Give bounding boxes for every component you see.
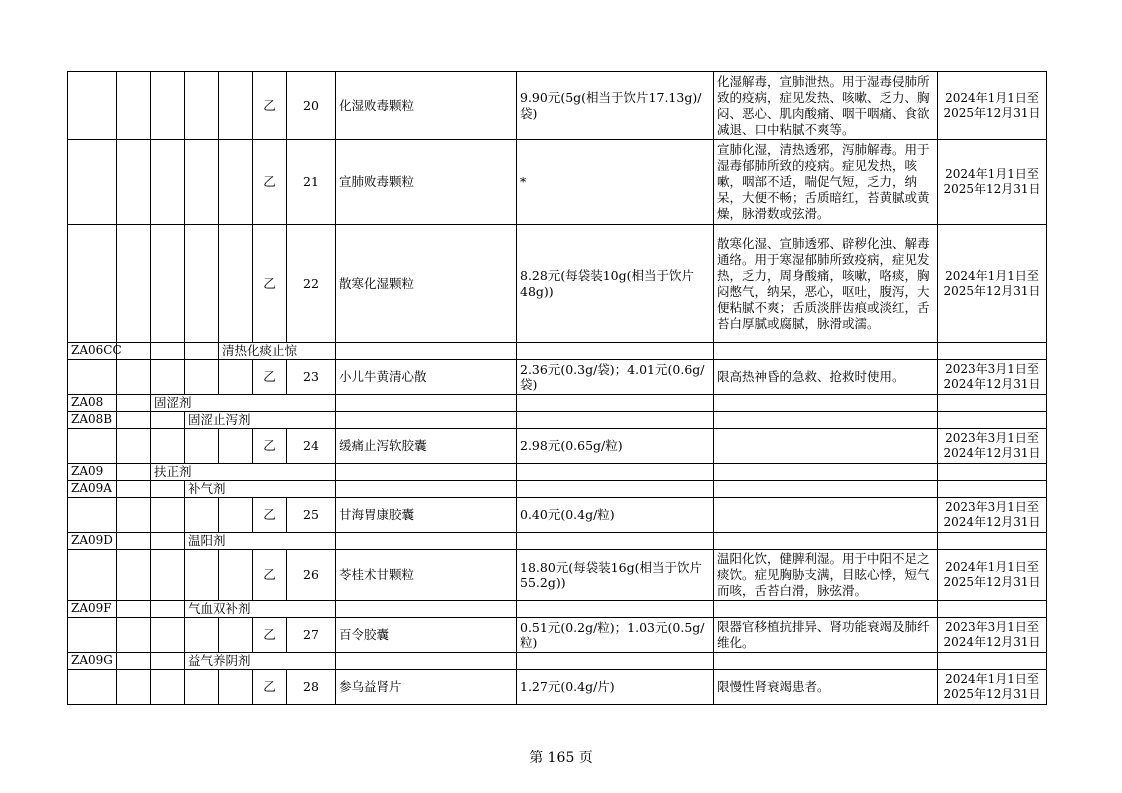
drug-name-cell: 宣肺败毒颗粒 (336, 140, 517, 225)
level3-spacer (151, 412, 185, 429)
remark-cell (714, 343, 938, 360)
insurance-category-cell: 乙 (253, 140, 287, 225)
drug-name-cell (336, 481, 517, 498)
price-cell: 8.28元(每袋装10g(相当于饮片48g)) (517, 225, 714, 343)
code-cell (68, 225, 117, 343)
drug-name-cell: 苓桂术甘颗粒 (336, 550, 517, 601)
level5-cell (219, 72, 253, 140)
level2-cell (117, 225, 151, 343)
remark-cell (714, 429, 938, 464)
insurance-category-cell: 乙 (253, 360, 287, 395)
level4-cell (185, 360, 219, 395)
category-row (68, 412, 1047, 429)
drug-number-cell: 26 (287, 550, 336, 601)
insurance-category-cell: 乙 (253, 72, 287, 140)
category-row (68, 481, 1047, 498)
drug-row (68, 498, 1047, 533)
validity-period-cell (938, 601, 1047, 618)
category-code-cell: ZA09G (68, 653, 117, 670)
category-label: 固涩止泻剂 (185, 412, 336, 429)
drug-row (68, 72, 1047, 140)
code-cell (68, 498, 117, 533)
level4-cell (185, 550, 219, 601)
remark-cell (714, 653, 938, 670)
remark-cell (714, 412, 938, 429)
level4-cell (185, 72, 219, 140)
level3-cell (151, 72, 185, 140)
code-cell (68, 618, 117, 653)
level4-cell (185, 140, 219, 225)
category-code-cell: ZA09 (68, 464, 117, 481)
drug-number-cell: 27 (287, 618, 336, 653)
level3-cell (151, 225, 185, 343)
remark-cell (714, 498, 938, 533)
drug-name-cell (336, 395, 517, 412)
remark-cell (714, 601, 938, 618)
category-label: 温阳剂 (185, 533, 336, 550)
remark-cell (714, 481, 938, 498)
remark-cell: 宣肺化湿，清热透邪，泻肺解毒。用于湿毒郁肺所致的疫病。症见发热，咳嗽，咽部不适，喘促气短，乏力，纳呆，大便不畅；舌质暗红，苔黄腻或黄燥，脉滑数或弦滑。 (714, 140, 938, 225)
level2-spacer (117, 412, 151, 429)
code-cell (68, 550, 117, 601)
category-code-cell: ZA09F (68, 601, 117, 618)
price-cell: 0.40元(0.4g/粒) (517, 498, 714, 533)
remark-cell (714, 464, 938, 481)
validity-period-cell: 2023年3月1日至2024年12月31日 (938, 429, 1047, 464)
level2-spacer (117, 481, 151, 498)
validity-period-cell: 2023年3月1日至2024年12月31日 (938, 618, 1047, 653)
remark-cell (714, 395, 938, 412)
level2-spacer (117, 395, 151, 412)
price-cell (517, 533, 714, 550)
price-cell (517, 464, 714, 481)
price-cell: 2.98元(0.65g/粒) (517, 429, 714, 464)
insurance-category-cell: 乙 (253, 670, 287, 705)
price-cell: 0.51元(0.2g/粒)；1.03元(0.5g/粒) (517, 618, 714, 653)
drug-name-cell: 小儿牛黄清心散 (336, 360, 517, 395)
price-cell (517, 653, 714, 670)
price-cell (517, 343, 714, 360)
insurance-category-cell: 乙 (253, 429, 287, 464)
insurance-category-cell: 乙 (253, 550, 287, 601)
level4-cell (185, 618, 219, 653)
remark-cell: 限高热神昏的急救、抢救时使用。 (714, 360, 938, 395)
drug-number-cell: 28 (287, 670, 336, 705)
category-row (68, 601, 1047, 618)
category-row (68, 464, 1047, 481)
level2-cell (117, 670, 151, 705)
level5-cell (219, 670, 253, 705)
level2-spacer (117, 464, 151, 481)
level2-cell (117, 140, 151, 225)
level2-cell (117, 618, 151, 653)
insurance-category-cell: 乙 (253, 498, 287, 533)
category-label: 扶正剂 (151, 464, 336, 481)
category-code-cell: ZA09D (68, 533, 117, 550)
validity-period-cell: 2023年3月1日至2024年12月31日 (938, 498, 1047, 533)
insurance-category-cell: 乙 (253, 618, 287, 653)
insurance-category-cell: 乙 (253, 225, 287, 343)
category-label: 清热化痰止惊 (219, 343, 336, 360)
drug-row (68, 429, 1047, 464)
category-label: 益气养阴剂 (185, 653, 336, 670)
validity-period-cell (938, 412, 1047, 429)
remark-cell: 温阳化饮，健脾利湿。用于中阳不足之痰饮。症见胸胁支满，目眩心悸，短气而咳，舌苔白滑，脉弦滑。 (714, 550, 938, 601)
price-cell: * (517, 140, 714, 225)
remark-cell: 限慢性肾衰竭患者。 (714, 670, 938, 705)
level3-spacer (151, 601, 185, 618)
validity-period-cell: 2024年1月1日至2025年12月31日 (938, 72, 1047, 140)
drug-number-cell: 25 (287, 498, 336, 533)
category-label: 固涩剂 (151, 395, 336, 412)
remark-cell: 限器官移植抗排异、肾功能衰竭及肺纤维化。 (714, 618, 938, 653)
level2-cell (117, 72, 151, 140)
category-code-cell: ZA08 (68, 395, 117, 412)
drug-name-cell: 参乌益肾片 (336, 670, 517, 705)
category-label: 气血双补剂 (185, 601, 336, 618)
drug-name-cell: 百令胶囊 (336, 618, 517, 653)
level2-spacer (117, 533, 151, 550)
code-cell (68, 72, 117, 140)
price-cell (517, 395, 714, 412)
validity-period-cell: 2024年1月1日至2025年12月31日 (938, 140, 1047, 225)
code-cell (68, 670, 117, 705)
drug-name-cell: 化湿败毒颗粒 (336, 72, 517, 140)
drug-row (68, 140, 1047, 225)
level4-spacer (185, 343, 219, 360)
level2-spacer (117, 653, 151, 670)
level3-cell (151, 550, 185, 601)
drug-catalog-table (67, 71, 1047, 705)
level3-cell (151, 618, 185, 653)
category-row (68, 395, 1047, 412)
level3-cell (151, 670, 185, 705)
drug-name-cell (336, 653, 517, 670)
drug-name-cell (336, 412, 517, 429)
price-cell (517, 412, 714, 429)
validity-period-cell: 2024年1月1日至2025年12月31日 (938, 550, 1047, 601)
drug-number-cell: 21 (287, 140, 336, 225)
level4-cell (185, 498, 219, 533)
price-cell (517, 601, 714, 618)
price-cell (517, 481, 714, 498)
level4-cell (185, 429, 219, 464)
drug-row (68, 670, 1047, 705)
level5-cell (219, 225, 253, 343)
level5-cell (219, 360, 253, 395)
remark-cell: 散寒化湿、宣肺透邪、辟秽化浊、解毒通络。用于寒湿郁肺所致疫病，症见发热，乏力，周身酸痛，咳嗽，咯痰，胸闷憋气，纳呆，恶心，呕吐，腹泻，大便粘腻不爽；舌质淡胖齿痕或淡红，舌苔白厚腻或腐腻，脉滑或濡。 (714, 225, 938, 343)
level3-spacer (151, 343, 185, 360)
level2-spacer (117, 601, 151, 618)
level3-cell (151, 140, 185, 225)
drug-name-cell (336, 343, 517, 360)
drug-row (68, 225, 1047, 343)
drug-row (68, 618, 1047, 653)
validity-period-cell (938, 653, 1047, 670)
level3-spacer (151, 481, 185, 498)
drug-name-cell (336, 533, 517, 550)
level5-cell (219, 429, 253, 464)
level5-cell (219, 140, 253, 225)
drug-number-cell: 22 (287, 225, 336, 343)
category-code-cell: ZA08B (68, 412, 117, 429)
category-row (68, 533, 1047, 550)
code-cell (68, 360, 117, 395)
level2-cell (117, 360, 151, 395)
validity-period-cell (938, 395, 1047, 412)
validity-period-cell: 2024年1月1日至2025年12月31日 (938, 670, 1047, 705)
category-row (68, 343, 1047, 360)
drug-number-cell: 24 (287, 429, 336, 464)
validity-period-cell: 2023年3月1日至2024年12月31日 (938, 360, 1047, 395)
drug-name-cell (336, 464, 517, 481)
category-code-cell: ZA09A (68, 481, 117, 498)
drug-number-cell: 23 (287, 360, 336, 395)
page-number: 第 165 页 (529, 750, 593, 766)
price-cell: 9.90元(5g(相当于饮片17.13g)/袋) (517, 72, 714, 140)
drug-row (68, 550, 1047, 601)
level5-cell (219, 550, 253, 601)
level3-cell (151, 360, 185, 395)
category-label: 补气剂 (185, 481, 336, 498)
validity-period-cell (938, 343, 1047, 360)
level5-cell (219, 618, 253, 653)
validity-period-cell (938, 464, 1047, 481)
validity-period-cell (938, 481, 1047, 498)
price-cell: 1.27元(0.4g/片) (517, 670, 714, 705)
level3-spacer (151, 533, 185, 550)
drug-row (68, 360, 1047, 395)
level2-cell (117, 498, 151, 533)
level3-cell (151, 429, 185, 464)
drug-name-cell (336, 601, 517, 618)
category-row (68, 653, 1047, 670)
validity-period-cell (938, 533, 1047, 550)
level3-spacer (151, 653, 185, 670)
level3-cell (151, 498, 185, 533)
drug-name-cell: 散寒化湿颗粒 (336, 225, 517, 343)
remark-cell: 化湿解毒，宣肺泄热。用于湿毒侵肺所致的疫病，症见发热、咳嗽、乏力、胸闷、恶心、肌肉酸痛、咽干咽痛、食欲减退、口中粘腻不爽等。 (714, 72, 938, 140)
code-cell (68, 140, 117, 225)
remark-cell (714, 533, 938, 550)
level4-cell (185, 670, 219, 705)
drug-name-cell: 甘海胃康胶囊 (336, 498, 517, 533)
level2-cell (117, 429, 151, 464)
level2-cell (117, 550, 151, 601)
category-code-cell: ZA06CC (68, 343, 117, 360)
drug-name-cell: 缓痛止泻软胶囊 (336, 429, 517, 464)
level4-cell (185, 225, 219, 343)
drug-number-cell: 20 (287, 72, 336, 140)
level5-cell (219, 498, 253, 533)
validity-period-cell: 2024年1月1日至2025年12月31日 (938, 225, 1047, 343)
price-cell: 2.36元(0.3g/袋)；4.01元(0.6g/袋) (517, 360, 714, 395)
price-cell: 18.80元(每袋装16g(相当于饮片55.2g)) (517, 550, 714, 601)
code-cell (68, 429, 117, 464)
